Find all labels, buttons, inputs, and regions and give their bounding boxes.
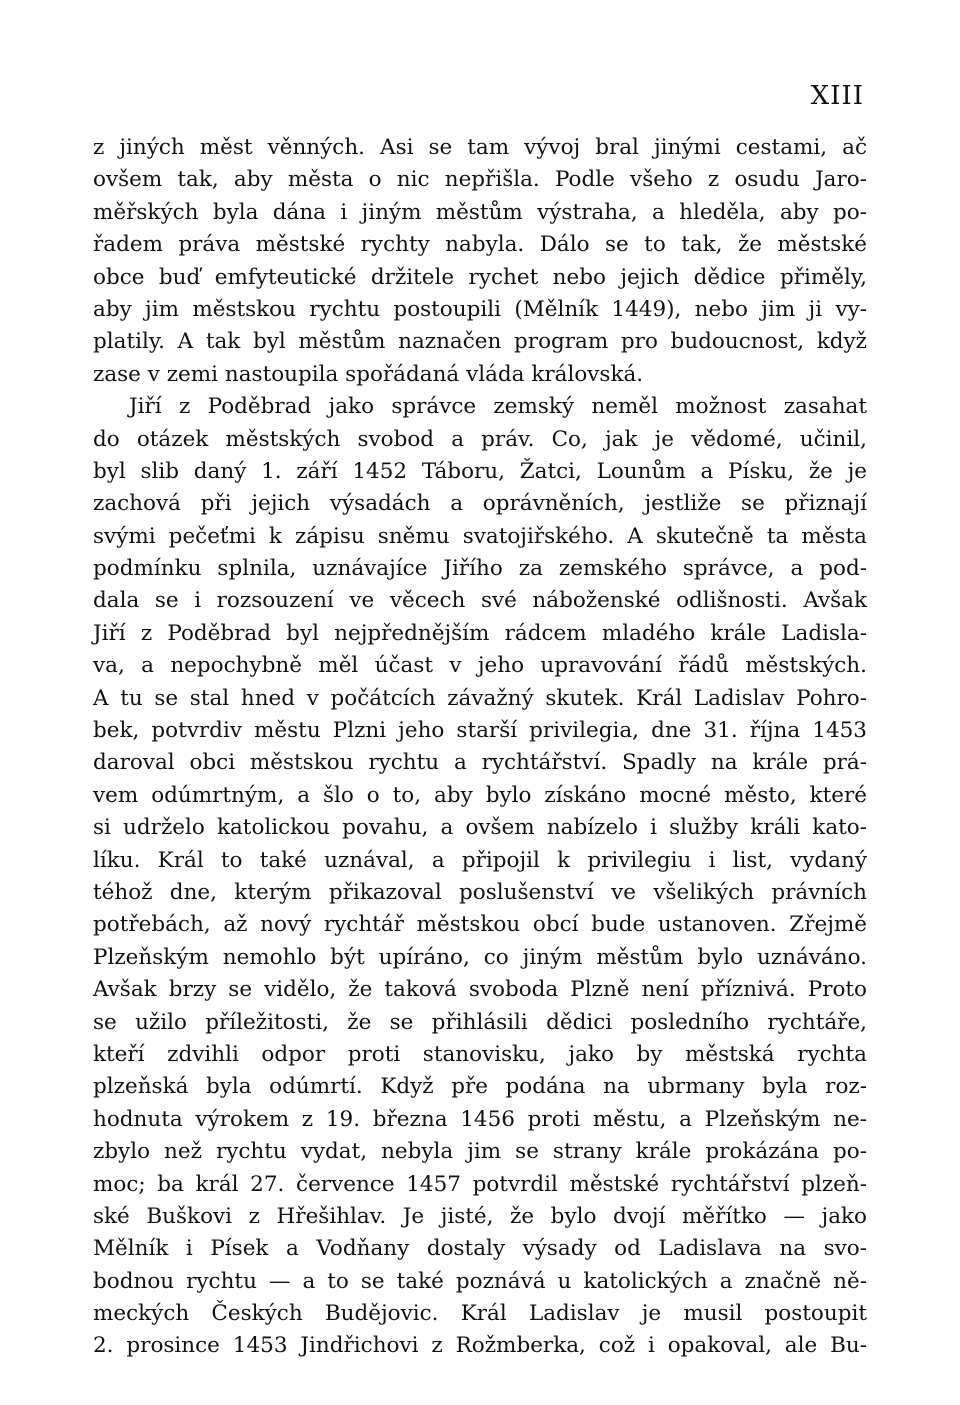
text-line: bek, potvrdiv městu Plzni jeho starší privilegia, dne 31. října 1453 <box>93 718 867 744</box>
text-line: hodnuta výrokem z 19. března 1456 proti městu, a Plzeňským ne- <box>93 1106 867 1132</box>
text-line: kteří zdvihli odpor proti stanovisku, jako by městská rychta <box>93 1041 867 1067</box>
text-line: se užilo příležitosti, že se přihlásili dědici posledního rychtáře, <box>93 1009 867 1035</box>
text-line: řadem práva městské rychty nabyla. Dálo se to tak, že městské <box>93 232 867 258</box>
text-line: téhož dne, kterým přikazoval poslušenství ve všelikých právních <box>93 879 867 905</box>
text-line: Jiří z Poděbrad jako správce zemský neměl možnost zasahat <box>129 394 867 420</box>
text-line: si udrželo katolickou povahu, a ovšem nabízelo i služby králi kato- <box>93 815 867 841</box>
text-line: měřských byla dána i jiným městům výstraha, a hleděla, aby po- <box>93 199 867 225</box>
text-line: bodnou rychtu — a to se také poznává u katolických a značně ně- <box>93 1268 867 1294</box>
text-line: potřebách, až nový rychtář městskou obcí bude ustanoven. Zřejmě <box>93 912 867 938</box>
text-line: líku. Král to také uznával, a připojil k privilegiu i list, vydaný <box>93 847 867 873</box>
text-line: zachová při jejich výsadách a oprávněních, jestliže se přiznají <box>93 491 867 517</box>
text-line: podmínku splnila, uznávajíce Jiřího za zemského správce, a pod- <box>93 556 867 582</box>
text-line: Jiří z Poděbrad byl nejpřednějším rádcem mladého krále Ladisla- <box>93 620 867 646</box>
text-line: svými pečeťmi k zápisu sněmu svatojiřského. A skutečně ta města <box>93 523 867 549</box>
text-line: 2. prosince 1453 Jindřichovi z Rožmberka, což i opakoval, ale Bu- <box>93 1333 867 1359</box>
text-line: byl slib daný 1. září 1452 Táboru, Žatci, Lounům a Písku, že je <box>93 458 867 484</box>
text-line: moc; ba král 27. července 1457 potvrdil městské rychtářství plzeň- <box>93 1171 867 1197</box>
text-line: ské Buškovi z Hřešihlav. Je jisté, že bylo dvojí měřítko — jako <box>93 1203 867 1229</box>
text-line: aby jim městskou rychtu postoupili (Mělník 1449), nebo jim ji vy- <box>93 296 867 322</box>
page-number: XIII <box>810 81 864 111</box>
text-line: meckých Českých Budějovic. Král Ladislav je musil postoupit <box>93 1301 867 1327</box>
text-line: A tu se stal hned v počátcích závažný skutek. Král Ladislav Pohro- <box>93 685 867 711</box>
body-text <box>93 132 867 1363</box>
text-line: daroval obci městskou rychtu a rychtářství. Spadly na krále prá- <box>93 750 867 776</box>
text-line: va, a nepochybně měl účast v jeho upravování řádů městských. <box>93 653 867 679</box>
text-line: vem odúmrtným, a šlo o to, aby bylo získáno mocné město, které <box>93 782 867 808</box>
text-line: zase v zemi nastoupila spořádaná vláda královská. <box>93 361 644 387</box>
text-line: z jiných měst věnných. Asi se tam vývoj bral jinými cestami, ač <box>93 135 867 160</box>
text-line: Mělník i Písek a Vodňany dostaly výsady od Ladislava na svo- <box>93 1236 867 1262</box>
text-line: plzeňská byla odúmrtí. Když pře podána na ubrmany byla roz- <box>93 1074 867 1100</box>
text-line: zbylo než rychtu vydat, nebyla jim se strany krále prokázána po- <box>93 1139 867 1165</box>
text-line: platily. A tak byl městům naznačen program pro budoucnost, když <box>93 329 867 355</box>
text-line: obce buď emfyteutické držitele rychet nebo jejich dědice přiměly, <box>93 264 867 290</box>
text-line: Plzeňským nemohlo být upíráno, co jiným městům bylo uznáváno. <box>93 944 867 970</box>
text-line: do otázek městských svobod a práv. Co, jak je vědomé, učinil, <box>93 426 867 452</box>
text-line: ovšem tak, aby města o nic nepřišla. Podle všeho z osudu Jaro- <box>93 167 867 193</box>
text-line: Avšak brzy se vidělo, že taková svoboda Plzně není příznivá. Proto <box>93 977 867 1003</box>
text-line: dala se i rozsouzení ve věcech své náboženské odlišnosti. Avšak <box>93 588 867 614</box>
